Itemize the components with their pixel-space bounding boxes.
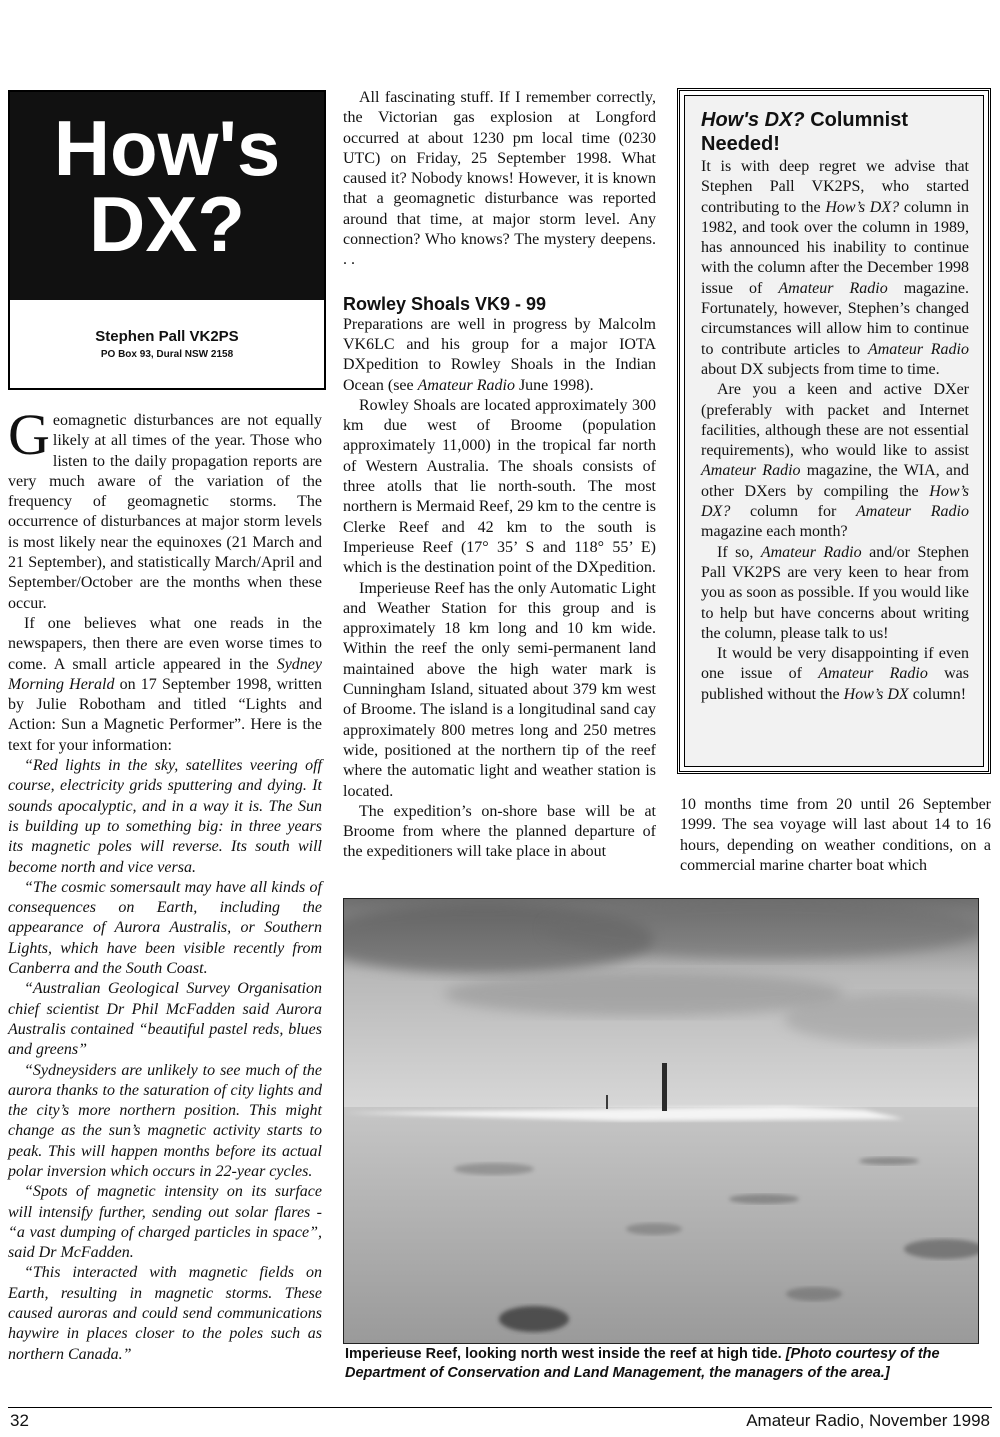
paragraph	[343, 315, 656, 396]
paragraph: Rowley Shoals are located approximately 300 km due west of Broome (population approximately 11,000) in the tropical far north of Western Australia. The shoals consists of three atolls that lie north-south. The most northern is Mermaid Reef, 29 km to the centre is Clerke Reef and 42 km to the south is Imperieuse Reef (17° 35’ S and 118° 55’ E) which is the destination point of the DXpedition.	[343, 396, 656, 577]
title-line-1: How's	[53, 104, 281, 192]
magazine-name: Amateur Radio	[867, 340, 970, 358]
sidebar-box	[677, 88, 991, 774]
reef-photo-image	[344, 899, 978, 1343]
paragraph: All fascinating stuff. If I remember correctly, the Victorian gas explosion at Longford occurred at about 1230 pm local time (0230 UTC) on Friday, 25 September 1998. What caused it? Nobody knows! However, it is known that a geomagnetic disturbance was reported around that time, at major storm level. Any connection? Who knows? The mystery deepens. . .	[343, 89, 656, 269]
page-number: 32	[10, 1411, 29, 1430]
paragraph	[8, 402, 322, 614]
text: column for	[730, 503, 856, 521]
text: magazine. Fortunately, however, Stephen’s changed circumstances will allow him to continue to contribute articles to	[701, 279, 970, 358]
text: about DX subjects from time to time.	[701, 360, 940, 378]
author-name: Stephen Pall VK2PS	[95, 328, 239, 345]
sidebar-body	[701, 157, 969, 705]
footer-rule	[8, 1407, 992, 1408]
quote-paragraph: “This interacted with magnetic fields on Earth, resulting in magnetic storms. These caused auroras and could send communications haywire in places closer to the poles such as northern Canada.”	[8, 1264, 322, 1363]
footer-magazine-issue: Amateur Radio, November 1998	[746, 1411, 990, 1430]
text: and/or Stephen Pall VK2PS are very keen to hear from you as soon as possible. If you would like to help but have concerns about writing the column, please talk to us!	[701, 543, 969, 642]
heading-text: Columnist Needed!	[701, 109, 908, 155]
newspaper-name: Sydney Morning Herald	[8, 655, 322, 693]
magazine-name: Amateur Radio	[818, 665, 928, 683]
title-box	[8, 90, 326, 390]
text: was published without the	[701, 665, 969, 703]
text: magazine each month?	[701, 523, 848, 541]
caption-text: Imperieuse Reef, looking north west inside the reef at high tide.	[345, 1346, 786, 1362]
title-line-2: DX?	[89, 180, 245, 268]
text: If so,	[717, 543, 761, 561]
text: It would be very disappointing if even one issue of	[701, 645, 969, 683]
section-heading: Rowley Shoals VK9 - 99	[343, 293, 547, 314]
magazine-name: Amateur Radio	[701, 462, 801, 480]
column-3-continuation	[680, 795, 991, 876]
quote-paragraph: “Australian Geological Survey Organisation chief scientist Dr Phil McFadden said Aurora Australis contained “beautiful pastel reds, blues and greens”	[8, 980, 322, 1059]
article-title	[10, 104, 324, 268]
magazine-name: Amateur Radio	[856, 503, 969, 521]
author-address: PO Box 93, Dural NSW 2158	[100, 349, 234, 360]
column-name: How’s DX?	[825, 198, 900, 216]
paragraph-text: eomagnetic disturbances are not equally likely at all times of the year. Those who listen to the daily propagation reports are very much aware of the variation of the frequency of geomagnetic storms. The occurrence of disturbances at major storm levels is most likely near the equinoxes (21 March and 21 September), and statistically March/April and September/October are the months when these occur.	[8, 412, 322, 612]
paragraph	[701, 380, 969, 542]
text: magazine, the WIA, and other DXers by compiling the	[701, 462, 969, 500]
text: If one believes what one reads in the newspapers, then there are even worse times to come. A small article appeared in the	[8, 614, 322, 673]
quote-paragraph: “The cosmic somersault may have all kinds of consequences on Earth, including the appearance of Aurora Australis, or Southern Lights, which have been visible recently from Canberra and the South Coast.	[8, 878, 322, 978]
text: column!	[908, 685, 967, 703]
sidebar-inner	[684, 95, 984, 767]
photo-caption	[345, 1345, 985, 1383]
column-name: How's DX?	[701, 109, 805, 131]
paragraph	[701, 644, 969, 705]
photo-credit: [Photo courtesy of the Department of Conservation and Land Management, the managers of the area.]	[345, 1346, 940, 1381]
title-banner	[10, 92, 324, 300]
quote-paragraph: “Spots of magnetic intensity on its surface will intensify further, sending out solar flares - “a vast dumping of charged particles in space”, said Dr McFadden.	[8, 1183, 322, 1262]
paragraph: Imperieuse Reef has the only Automatic Light and Weather Station for this group and is approximately 18 km long and 10 km wide. Within the reef the only semi-permanent land maintained above the high water mark is Cunningham Island, situated about 379 km west of Broome. The island is a longitudinal sand cay approximately 800 metres long and 250 metres wide, positioned at the northern tip of the reef where the automatic light and weather station is located.	[343, 579, 656, 800]
text: column in 1982, and took over the column in 1989, has announced his inability to continue with the column after the December 1998 issue of	[701, 198, 969, 297]
paragraph: The expedition’s on-shore base will be at Broome from where the planned departure of the expeditioners will take place in about	[343, 802, 656, 861]
sidebar-heading	[701, 108, 969, 156]
paragraph	[8, 614, 322, 756]
text: Are you a keen and active DXer (preferably with packet and Internet facilities, although these are not essential requirements), who would like to assist	[701, 381, 969, 460]
quote-paragraph: “Sydneysiders are unlikely to see much of the aurora thanks to the saturation of city lights and the city’s more northern position. This might change as the sun’s magnetic activity starts to peak. This will happen months before its actual polar inversion which occurs in 22-year cycles.	[8, 1061, 322, 1180]
magazine-name: Amateur Radio	[760, 543, 862, 561]
quote-paragraph: “Red lights in the sky, satellites veering off course, electricity grids sputtering and dying. It sounds apocalyptic, and in a way it is. The Sun is building up to something big: in three years its magnetic poles will reverse. Its south will become north and vice versa.	[8, 757, 322, 876]
text: on 17 September 1998, written by Julie Robotham and titled “Lights and Action: Sun a Magnetic Performer”. Here is the text for your information:	[8, 675, 322, 754]
text: Preparations are well in progress by Malcolm VK6LC and his group for a major IOTA DXpedition to Rowley Shoals in the Indian Ocean (see	[343, 315, 656, 394]
text: June 1998).	[514, 376, 594, 394]
drop-cap: G	[8, 402, 50, 467]
column-1	[8, 402, 322, 1365]
paragraph: 10 months time from 20 until 26 September 1999. The sea voyage will last about 14 to 16 hours, depending on weather conditions, on a commercial marine charter boat which	[680, 796, 991, 874]
text: It is with deep regret we advise that Stephen Pall VK2PS, who started contributing to the	[701, 158, 969, 216]
magazine-name: Amateur Radio	[778, 279, 888, 297]
paragraph	[701, 543, 969, 644]
reef-photo	[343, 898, 979, 1344]
column-2	[343, 88, 656, 863]
magazine-name: Amateur Radio	[417, 376, 515, 394]
column-name: How’s DX	[843, 685, 909, 703]
column-name: How’s DX?	[701, 482, 969, 521]
paragraph	[701, 157, 969, 380]
